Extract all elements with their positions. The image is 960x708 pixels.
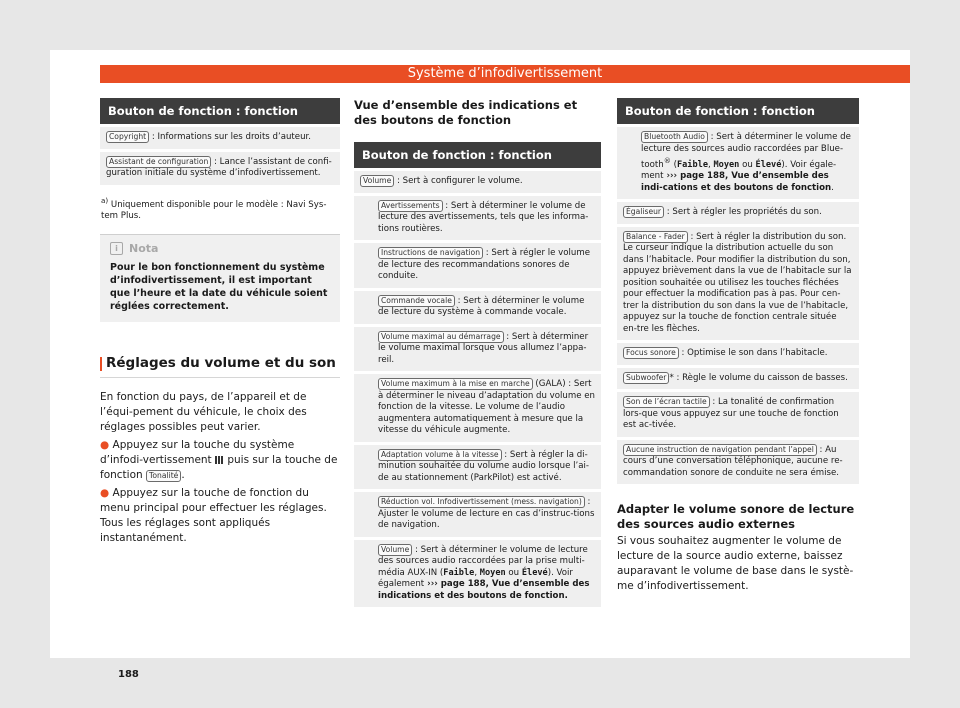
row-text: ). Voir également xyxy=(378,567,573,589)
row-text: : Sert à déterminer le volume de lecture des sources audio raccordées par la prise multi-média AUX-IN ( xyxy=(378,544,588,578)
table-header: Bouton de fonction : fonction xyxy=(100,98,340,124)
option-faible: Faible xyxy=(676,159,708,170)
registered-mark: ® xyxy=(663,156,671,165)
table-row: Bluetooth Audio : Sert à déterminer le volume de lecture des sources audio raccordées par Blue-tooth® (Faible, Moyen ou Élevé). Voir égale-ment ››› page 188, Vue d’ensemble des indi-cations et des boutons de fonction. xyxy=(617,127,859,199)
menu-grid-icon xyxy=(215,456,224,464)
function-key: Adaptation volume à la vitesse xyxy=(378,449,502,461)
tonalite-key: Tonalité xyxy=(146,470,181,482)
bullet-item xyxy=(100,486,340,546)
row-text: : Sert à configurer le volume. xyxy=(394,176,523,186)
note-label: Nota xyxy=(129,242,159,256)
info-icon: i xyxy=(110,242,123,255)
column-middle xyxy=(354,98,601,607)
function-key: Instructions de navigation xyxy=(378,247,483,259)
row-text: : Lance l’assistant de confi-guration initiale du système d’infodivertissement. xyxy=(106,156,332,178)
row-text: ou xyxy=(505,567,522,578)
row-text: : Sert à déterminer le volume maximal lorsque vous allumez l’appa-reil. xyxy=(378,331,589,365)
row-text: ou xyxy=(739,159,756,170)
table-row xyxy=(354,492,601,537)
table-row xyxy=(617,440,859,485)
function-key: Réduction vol. Infodivertissement (mess. navigation) xyxy=(378,496,585,508)
function-key: Bluetooth Audio xyxy=(641,131,708,143)
row-text: (GALA) : Sert à déterminer le niveau d’adaptation du volume en fonction de la vitesse. Le volume de l’audio augmentera automatiquement à mesure que la vitesse du véhicule augmente. xyxy=(378,379,595,435)
footnote-text: Uniquement disponible pour le modèle : Navi Sys-tem Plus. xyxy=(101,199,327,222)
function-key: Assistant de configuration xyxy=(106,156,211,168)
table-header: Bouton de fonction : fonction xyxy=(354,142,601,168)
external-audio-heading: Adapter le volume sonore de lecture des sources audio externes xyxy=(617,502,855,532)
bullet-dot-icon: ● xyxy=(100,439,110,452)
table-row xyxy=(354,171,601,193)
table-row xyxy=(617,202,859,224)
table-row xyxy=(617,368,859,390)
table-row xyxy=(617,343,859,365)
external-audio-paragraph: Si vous souhaitez augmenter le volume de lecture de la source audio externe, baissez auparavant le volume de base dans le systè-me d’infodivertissement. xyxy=(617,535,854,593)
option-faible: Faible xyxy=(443,567,475,578)
chapter-banner: Système d’infodivertissement xyxy=(100,65,910,83)
row-text: : Sert à déterminer le volume de lecture des avertissements, tels que les informa-tions routières. xyxy=(378,200,589,234)
note-title xyxy=(110,242,330,255)
intro-paragraph: En fonction du pays, de l’appareil et de l’équi-pement du véhicule, le choix des réglages possibles peut varier. xyxy=(100,391,307,434)
row-text: : Sert à régler le volume de lecture des recommandations sonores de conduite. xyxy=(378,248,591,281)
row-text: : Sert à régler la distribution du son. Le curseur indique la distribution actuelle du son dans l’habitacle. Pour modifier la distribution du son, appuyez brièvement dans la vue de l’habitacle sur la position souhaitée ou utilisez les touches fléchées pour effectuer la modification pas à pas. Pour cen-trer la distribution du son dans la vue de l’habitacle, appuyez sur la touche de fonction centrale située en-tre les flèches. xyxy=(623,231,852,334)
function-key: Aucune instruction de navigation pendant l’appel xyxy=(623,444,817,456)
bullet-text: Appuyez sur la touche du système d’infodi-vertissement xyxy=(100,439,295,467)
page-reference: ››› page 188, Vue d’ensemble des indications et des boutons de fonction. xyxy=(378,579,590,601)
function-key: Commande vocale xyxy=(378,295,455,307)
overview-heading: Vue d’ensemble des indications et des boutons de fonction xyxy=(354,98,578,127)
footnote-marker: a) xyxy=(101,195,109,205)
function-key: Son de l’écran tactile xyxy=(623,396,710,408)
table-row xyxy=(354,327,601,372)
row-text: : Sert à régler la di-minution souhaitée du volume audio lorsque l’ai-de au stationnement (ParkPilot) est activé. xyxy=(378,449,590,483)
table-header: Bouton de fonction : fonction xyxy=(617,98,859,124)
column-right xyxy=(617,98,859,594)
function-key: Volume maximum à la mise en marche xyxy=(378,378,533,390)
function-key: Égaliseur xyxy=(623,206,664,218)
function-key: Volume xyxy=(360,175,394,187)
function-key: Copyright xyxy=(106,131,149,143)
option-eleve: Élevé xyxy=(755,159,782,170)
footnote xyxy=(100,195,340,223)
option-moyen: Moyen xyxy=(713,159,740,170)
row-text: ( xyxy=(670,159,677,170)
bullet-text: puis sur la touche de fonction xyxy=(100,454,338,482)
row-text: * : Règle le volume du caisson de basses. xyxy=(669,372,848,383)
note-text: Pour le bon fonctionnement du système d’infodivertissement, il est important que l’heure et la date du véhicule soient réglées correctement. xyxy=(110,262,328,313)
bullet-text: Appuyez sur la touche de fonction du menu principal pour effectuer les réglages. Tous les réglages sont appliqués instantanément. xyxy=(100,487,327,545)
note-box xyxy=(100,234,340,322)
page-number: 188 xyxy=(118,669,139,680)
function-key: Volume xyxy=(378,544,412,556)
function-key: Subwoofer xyxy=(623,372,669,384)
table-row xyxy=(100,127,340,149)
table-row xyxy=(354,291,601,324)
table-row: Volume : Sert à déterminer le volume de lecture des sources audio raccordées par la prise multi-média AUX-IN (Faible, Moyen ou Élevé). Voir également ››› page 188, Vue d’ensemble des indications et des boutons de fonction. xyxy=(354,540,601,608)
table-row xyxy=(354,243,601,288)
row-text: : Informations sur les droits d’auteur. xyxy=(149,132,311,142)
table-row xyxy=(354,196,601,241)
table-row xyxy=(354,374,601,442)
table-row xyxy=(617,392,859,437)
function-key: Volume maximal au démarrage xyxy=(378,331,504,343)
page-reference: ››› page 188, Vue d’ensemble des indi-cations et des boutons de fonction xyxy=(641,171,832,193)
option-eleve: Élevé xyxy=(521,567,548,578)
row-text: ). Voir égale-ment xyxy=(641,159,837,182)
function-key: Avertissements xyxy=(378,200,443,212)
option-moyen: Moyen xyxy=(479,567,506,578)
table-row xyxy=(100,152,340,185)
manual-page xyxy=(50,50,910,680)
bullet-dot-icon: ● xyxy=(100,487,110,500)
table-row xyxy=(354,445,601,490)
column-left xyxy=(100,98,340,546)
row-text: : Sert à régler les propriétés du son. xyxy=(664,207,822,218)
row-text: : La tonalité de confirmation lors-que vous appuyez sur une touche de fonction est ac-tivée. xyxy=(623,397,839,431)
row-text: : Au cours d’une conversation téléphonique, aucune re-commandation sonore de conduite ne sera émise. xyxy=(623,444,843,478)
bullet-item: ● Appuyez sur la touche du système d’infodi-vertissement puis sur la touche de fonction Tonalité . xyxy=(100,439,338,482)
function-key: Focus sonore xyxy=(623,347,679,359)
function-key: Balance - Fader xyxy=(623,231,688,243)
row-text: : Optimise le son dans l’habitacle. xyxy=(678,348,828,359)
row-text: : Sert à déterminer le volume de lecture du système à commande vocale. xyxy=(378,295,585,317)
row-text: : Sert à déterminer le volume de lecture des sources audio raccordées par Blue-tooth xyxy=(641,132,851,170)
section-title: Réglages du volume et du son xyxy=(100,355,340,378)
table-row xyxy=(617,227,859,341)
row-text: : Ajuster le volume de lecture en cas d’instruc-tions de navigation. xyxy=(378,497,595,530)
